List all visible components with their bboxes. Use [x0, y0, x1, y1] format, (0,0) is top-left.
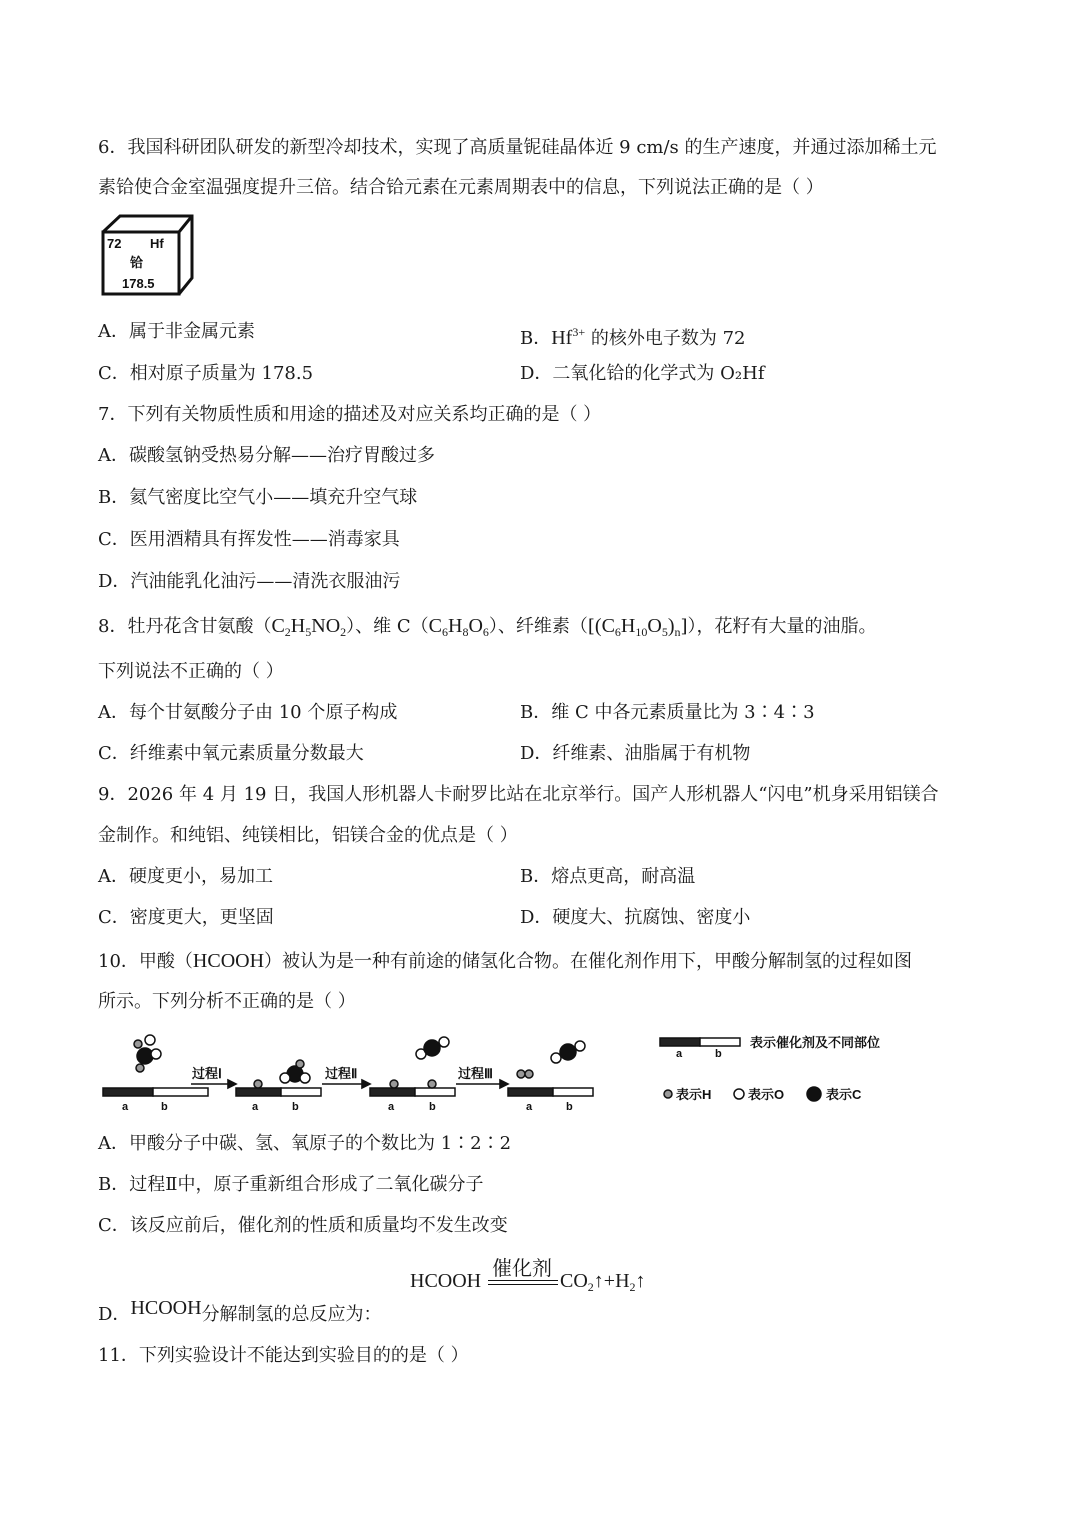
- process-1-label: 过程Ⅰ: [192, 1066, 222, 1081]
- q10-stem-line2: 所示。下列分析不正确的是（ ）: [98, 991, 356, 1012]
- stage4-label-b: b: [566, 1101, 573, 1113]
- q8-text-4: ]），花籽有大量的油脂。: [680, 616, 877, 637]
- q8-text-3: ）、纤维素（[: [488, 616, 595, 637]
- q8-stem-line2: 下列说法不正确的（ ）: [98, 661, 284, 682]
- stage2-label-b: b: [292, 1101, 299, 1113]
- equation-products: $CO_2↑+H_2↑$: [560, 1270, 646, 1294]
- glycine-formula: $C_2H_5NO_2$: [271, 615, 347, 639]
- q10-option-d-formula: HCOOH: [130, 1297, 202, 1319]
- tile-symbol: Hf: [150, 236, 164, 251]
- q6-option-d: D．二氧化铪的化学式为 O₂Hf: [520, 363, 765, 384]
- q10-text-1: 10．甲酸（: [98, 951, 193, 972]
- q9-option-d: D．硬度大、抗腐蚀、密度小: [520, 907, 751, 928]
- q10-option-d: [98, 1297, 382, 1327]
- q6-option-b-prefix: B．: [520, 328, 552, 349]
- stage4-label-a: a: [526, 1101, 533, 1113]
- tile-mass: 178.5: [122, 276, 155, 291]
- q11-stem: 11．下列实验设计不能达到实验目的的是（ ）: [98, 1345, 469, 1366]
- q7-stem: 7．下列有关物质性质和用途的描述及对应关系均正确的是（ ）: [98, 404, 602, 425]
- legend-catalyst: 表示催化剂及不同部位: [750, 1035, 881, 1050]
- q7-option-b: B．氦气密度比空气小——填充升空气球: [98, 487, 418, 508]
- q9-stem-line1: 9．2026 年 4 月 19 日，我国人形机器人卡耐罗比站在北京举行。国产人形机器人“闪电”机身采用铝镁合: [98, 784, 939, 805]
- legend-carbon: 表示C: [826, 1087, 862, 1102]
- q6-option-b-ion: [551, 327, 585, 349]
- q6-stem-line2: 素铪使合金室温强度提升三倍。结合铪元素在元素周期表中的信息，下列说法正确的是（ ）: [98, 177, 824, 198]
- legend-label-a: a: [676, 1048, 683, 1060]
- q9-stem-line2: 金制作。和纯铝、纯镁相比，铝镁合金的优点是（ ）: [98, 825, 518, 846]
- q7-option-d: D．汽油能乳化油污——清洗衣服油污: [98, 571, 401, 592]
- q6-option-b: [520, 320, 745, 351]
- q6-option-c: C．相对原子质量为 178.5: [98, 363, 314, 384]
- process-2-label: 过程Ⅱ: [325, 1066, 358, 1081]
- q9-option-b: B．熔点更高，耐高温: [520, 866, 696, 887]
- q6-stem-line1: 6．我国科研团队研发的新型冷却技术，实现了高质量铌硅晶体近 9 cm/s 的生产速度，并通过添加稀土元: [98, 137, 937, 158]
- cellulose-formula: $(C_6H_{10}O_5)_n$: [594, 615, 681, 639]
- stage2-label-a: a: [252, 1101, 259, 1113]
- q10-option-d-prefix: D．: [98, 1304, 131, 1325]
- q7-option-c: C．医用酒精具有挥发性——消毒家具: [98, 529, 400, 550]
- q8-text-2: ）、维 C（: [346, 616, 429, 637]
- stage1-label-a: a: [122, 1101, 129, 1113]
- q8-option-d: D．纤维素、油脂属于有机物: [520, 743, 751, 764]
- vitamin-c-formula: $C_6H_8O_6$: [428, 615, 489, 639]
- q10-option-c: C．该反应前后，催化剂的性质和质量均不发生改变: [98, 1215, 508, 1236]
- q9-option-c: C．密度更大，更坚固: [98, 907, 274, 928]
- q8-option-a: A．每个甘氨酸分子由 10 个原子构成: [98, 702, 398, 723]
- q10-option-a: A．甲酸分子中碳、氢、氧原子的个数比为 1∶2∶2: [98, 1133, 512, 1154]
- q10-option-d-suffix: 分解制氢的总反应为：: [201, 1304, 382, 1325]
- stage1-label-b: b: [161, 1101, 168, 1113]
- q6-option-b-rest: 的核外电子数为 72: [585, 328, 746, 349]
- stage3-label-a: a: [388, 1101, 395, 1113]
- tile-name: 铪: [130, 255, 144, 270]
- q8-option-b: B．维 C 中各元素质量比为 3∶4∶3: [520, 702, 815, 723]
- stage3-label-b: b: [429, 1101, 436, 1113]
- legend-hydrogen: 表示H: [676, 1087, 712, 1102]
- q8-option-c: C．纤维素中氧元素质量分数最大: [98, 743, 364, 764]
- process-3-label: 过程Ⅲ: [458, 1066, 493, 1081]
- equation-catalyst-label: 催化剂: [492, 1258, 552, 1280]
- tile-number: 72: [107, 236, 122, 251]
- q10-text-2: ）被认为是一种有前途的储氢化合物。在催化剂作用下，甲酸分解制氢的过程如图: [264, 951, 913, 972]
- formic-acid-decomposition-diagram: [98, 1026, 898, 1116]
- equation-double-line: [488, 1280, 558, 1285]
- equation-reactant: HCOOH: [410, 1270, 482, 1292]
- q8-stem-line1: [98, 614, 877, 644]
- legend-label-b: b: [715, 1048, 722, 1060]
- q8-text-1: 8．牡丹花含甘氨酸（: [98, 616, 272, 637]
- q6-option-a: A．属于非金属元素: [98, 321, 255, 342]
- q6-option-b-ion-symbol: Hf: [551, 327, 573, 349]
- q6-option-b-ion-charge: 3+: [572, 325, 586, 339]
- q7-option-a: A．碳酸氢钠受热易分解——治疗胃酸过多: [98, 445, 435, 466]
- hafnium-element-tile: [100, 212, 194, 298]
- formic-acid-formula: HCOOH: [192, 950, 265, 972]
- legend-oxygen: 表示O: [748, 1087, 785, 1102]
- q10-stem-line1: [98, 949, 912, 974]
- q10-option-b: B．过程Ⅱ中，原子重新组合形成了二氧化碳分子: [98, 1174, 484, 1195]
- q9-option-a: A．硬度更小，易加工: [98, 866, 273, 887]
